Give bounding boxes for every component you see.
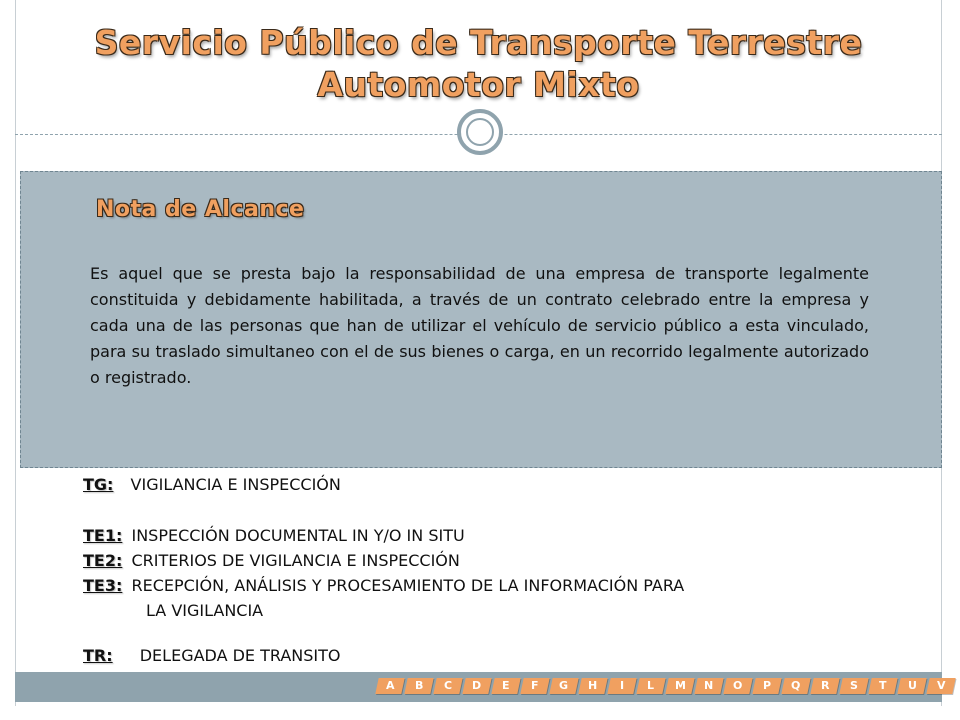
alphabet-link-label: R [820, 679, 830, 692]
title-line-2: Automotor Mixto [317, 65, 640, 104]
term-te3-continuation: LA VIGILANCIA [146, 601, 264, 620]
alphabet-link-g[interactable] [549, 678, 578, 694]
alphabet-link-r[interactable] [810, 678, 839, 694]
alphabet-link-label: G [559, 679, 569, 692]
term-tr-label: TR: [83, 646, 113, 665]
alphabet-link-s[interactable] [839, 678, 868, 694]
alphabet-link-label: B [414, 679, 424, 692]
alphabet-link-l[interactable] [636, 678, 665, 694]
alphabet-link-b[interactable] [404, 678, 433, 694]
alphabet-link-q[interactable] [781, 678, 810, 694]
term-te2 [83, 551, 460, 570]
alphabet-index [377, 678, 954, 694]
alphabet-link-label: V [936, 679, 946, 692]
alphabet-link-u[interactable] [897, 678, 926, 694]
term-te1 [83, 526, 465, 545]
term-te3-label: TE3: [83, 576, 123, 595]
term-tg [83, 475, 341, 494]
term-tg-label: TG: [83, 475, 114, 494]
alphabet-link-label: L [647, 679, 655, 692]
alphabet-link-o[interactable] [723, 678, 752, 694]
alphabet-link-t[interactable] [868, 678, 897, 694]
alphabet-link-n[interactable] [694, 678, 723, 694]
term-te2-value: CRITERIOS DE VIGILANCIA E INSPECCIÓN [131, 551, 460, 570]
alphabet-link-h[interactable] [578, 678, 607, 694]
alphabet-link-a[interactable] [375, 678, 404, 694]
alphabet-link-label: O [733, 679, 743, 692]
alphabet-link-label: T [879, 679, 887, 692]
term-te1-value: INSPECCIÓN DOCUMENTAL IN Y/O IN SITU [131, 526, 465, 545]
alphabet-link-label: U [907, 679, 917, 692]
ring-ornament-icon [457, 109, 503, 155]
alphabet-link-label: N [704, 679, 714, 692]
alphabet-link-label: F [531, 679, 539, 692]
alphabet-link-m[interactable] [665, 678, 694, 694]
title-line-1: Servicio Público de Transporte Terrestre [94, 23, 863, 62]
alphabet-link-label: Q [791, 679, 801, 692]
scope-text: Es aquel que se presta bajo la responsabilidad de una empresa de transporte legalmente constituida y debidamente habilitada, a través de un contrato celebrado entre la empresa y cada una de las personas que han de utilizar el vehículo de servicio público a esta vinculado, para su traslado simultaneo con el de sus bienes o carga, en un recorrido legalmente autorizado o registrado. [90, 264, 869, 387]
term-tr-value: DELEGADA DE TRANSITO [139, 646, 341, 665]
alphabet-link-d[interactable] [462, 678, 491, 694]
alphabet-link-label: H [588, 679, 598, 692]
term-te3 [83, 576, 684, 595]
alphabet-link-v[interactable] [926, 678, 955, 694]
alphabet-link-label: P [762, 679, 772, 692]
alphabet-link-i[interactable] [607, 678, 636, 694]
term-tg-value: VIGILANCIA E INSPECCIÓN [130, 475, 341, 494]
page-title [15, 22, 942, 106]
term-te3-value: RECEPCIÓN, ANÁLISIS Y PROCESAMIENTO DE LA INFORMACIÓN PARA [131, 576, 685, 595]
alphabet-link-label: D [472, 679, 482, 692]
alphabet-link-c[interactable] [433, 678, 462, 694]
alphabet-link-label: E [502, 679, 510, 692]
alphabet-link-label: M [674, 679, 686, 692]
term-te1-label: TE1: [83, 526, 123, 545]
alphabet-link-e[interactable] [491, 678, 520, 694]
term-te2-label: TE2: [83, 551, 123, 570]
scope-heading: Nota de Alcance [96, 197, 305, 222]
alphabet-link-label: C [443, 679, 453, 692]
alphabet-link-p[interactable] [752, 678, 781, 694]
alphabet-link-label: I [619, 679, 625, 692]
alphabet-link-f[interactable] [520, 678, 549, 694]
alphabet-link-label: A [385, 679, 395, 692]
term-tr [83, 646, 341, 665]
alphabet-link-label: S [850, 679, 858, 692]
